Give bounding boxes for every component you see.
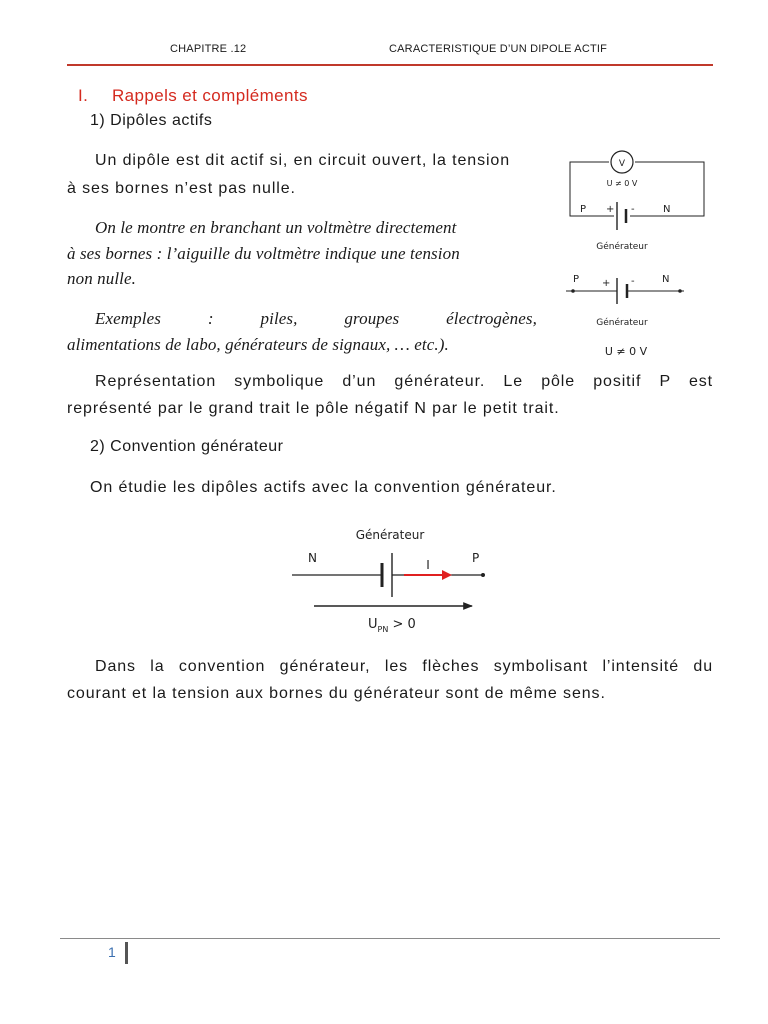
paragraph-5: On étudie les dipôles actifs avec la convention générateur. — [90, 479, 557, 496]
pole-p-label: P — [580, 204, 587, 215]
pole-p-label: P — [573, 274, 580, 285]
voltage-label: U ≠ 0 V — [606, 179, 638, 188]
voltage-condition: > 0 — [388, 617, 416, 632]
voltmeter-circuit-figure — [562, 142, 712, 257]
generator-caption: Générateur — [596, 242, 648, 252]
voltmeter-symbol: V — [618, 159, 626, 169]
voltage-subscript: PN — [377, 625, 389, 634]
paragraph-6-line-2: courant et la tension aux bornes du générateur sont de même sens. — [67, 685, 606, 702]
header-title: CARACTERISTIQUE D’UN DIPOLE ACTIF — [389, 43, 608, 55]
generator-symbol-figure — [562, 268, 712, 363]
footer-rule — [60, 938, 720, 939]
paragraph-1-line-2: à ses bornes n’est pas nulle. — [67, 180, 296, 197]
paragraph-2-line-2: à ses bornes : l’aiguille du voltmètre indique une tension — [67, 244, 460, 263]
pole-n-label: N — [663, 204, 671, 215]
minus-label: - — [631, 204, 635, 215]
terminal-left — [571, 289, 575, 293]
section-number: I. — [78, 86, 89, 105]
current-arrowhead — [442, 570, 452, 580]
voltage-u: U — [368, 617, 378, 632]
paragraph-4-line-2: représenté par le grand trait le pôle négatif N par le petit trait. — [67, 400, 560, 417]
terminal-right — [678, 289, 682, 293]
minus-label: - — [631, 276, 635, 287]
terminal-p — [481, 573, 485, 577]
voltage-label: U ≠ 0 V — [604, 345, 648, 358]
subsection-2-title: 2) Convention générateur — [90, 438, 284, 455]
generator-title: Générateur — [355, 528, 425, 542]
page-number-bar — [125, 942, 128, 964]
convention-generateur-figure — [284, 520, 494, 640]
header-rule — [67, 64, 713, 66]
pole-p-label: P — [472, 551, 480, 565]
circuit-loop — [570, 162, 704, 216]
plus-label: + — [606, 204, 615, 215]
paragraph-1-line-1: Un dipôle est dit actif si, en circuit ouvert, la tension — [95, 152, 511, 169]
paragraph-3-line-2: alimentations de labo, générateurs de signaux, … etc.). — [67, 335, 449, 354]
paragraph-6-line-1: Dans la convention générateur, les flèches symbolisant l’intensité du — [95, 658, 713, 675]
paragraph-4-line-1: Représentation symbolique d’un générateur. Le pôle positif P est — [95, 373, 713, 390]
section-title: Rappels et compléments — [112, 86, 308, 105]
pole-n-label: N — [308, 551, 317, 565]
header-chapter: CHAPITRE .12 — [170, 43, 247, 55]
paragraph-3-line-1: Exemples : piles, groupes électrogènes, — [95, 309, 537, 328]
paragraph-2-line-3: non nulle. — [67, 269, 136, 288]
current-label: I — [426, 558, 430, 572]
paragraph-2-line-1: On le montre en branchant un voltmètre directement — [95, 218, 457, 237]
plus-label: + — [602, 278, 611, 289]
pole-n-label: N — [662, 274, 670, 285]
page-number: 1 — [108, 944, 116, 960]
subsection-1-title: 1) Dipôles actifs — [90, 112, 213, 129]
generator-caption: Générateur — [596, 318, 648, 328]
voltage-label — [368, 617, 416, 634]
